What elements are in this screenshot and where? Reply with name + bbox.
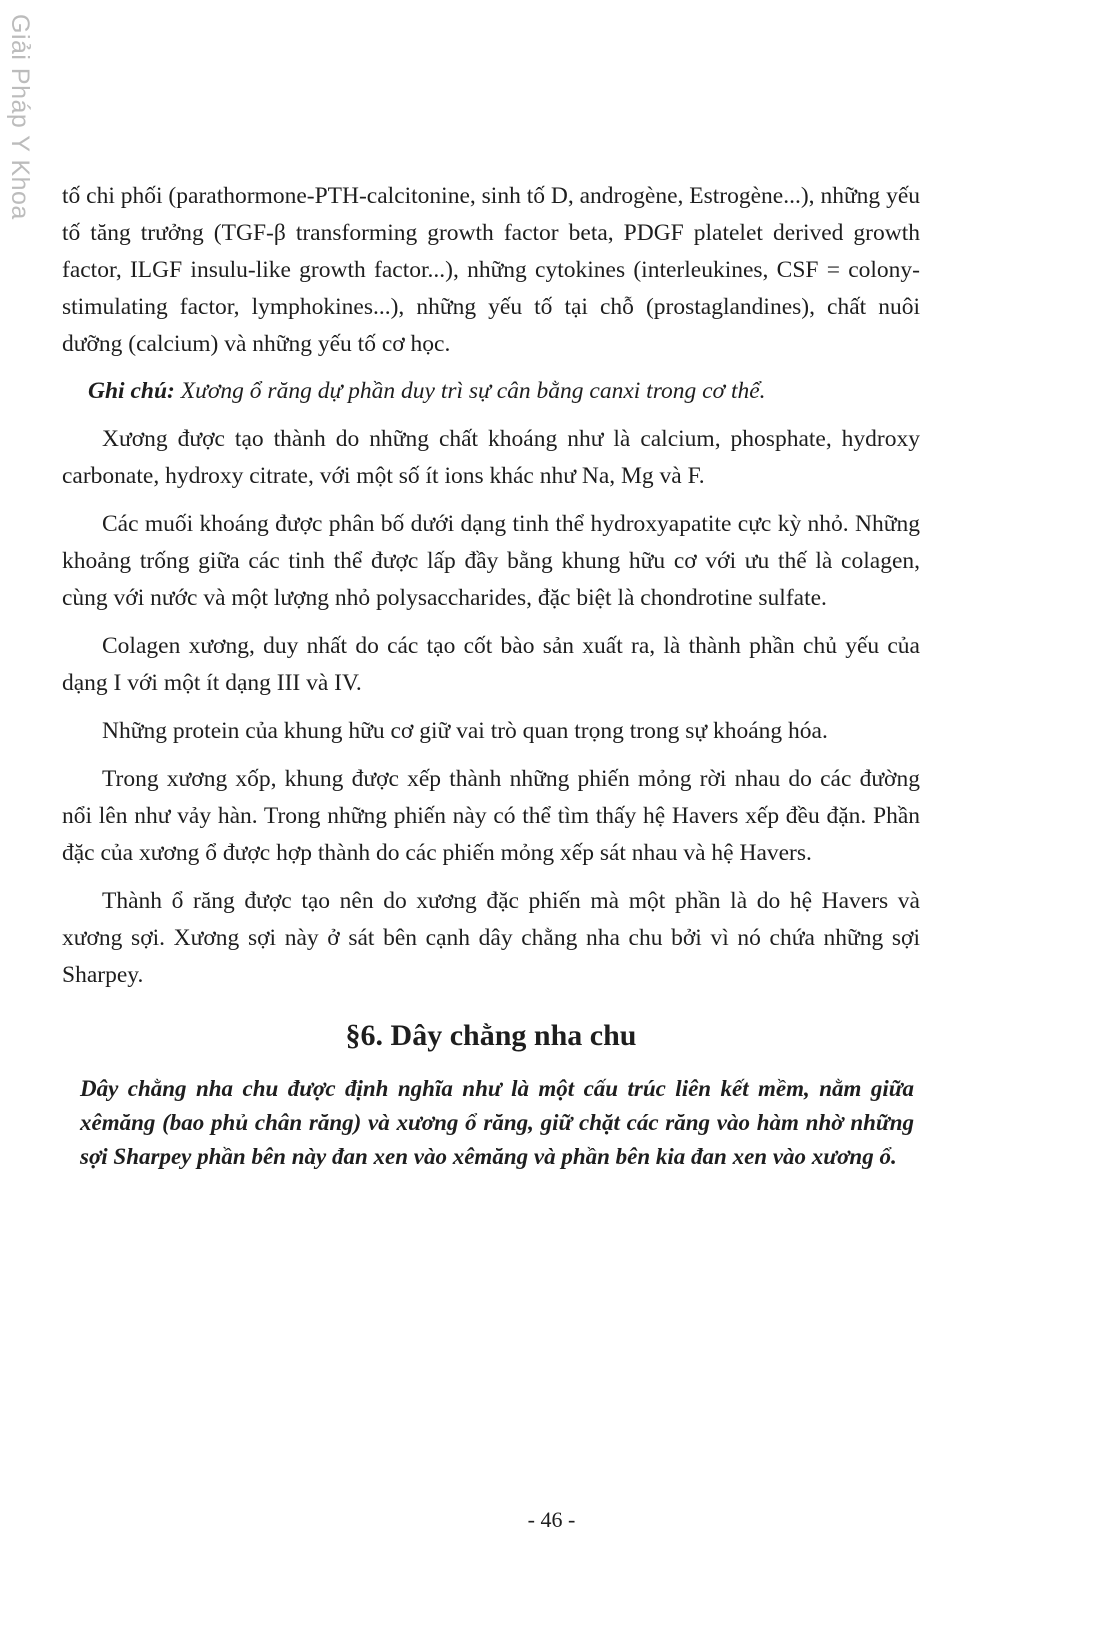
paragraph-6: Trong xương xốp, khung được xếp thành những phiến mỏng rời nhau do các đường nổi lên như vảy hàn. Trong những phiến này có thể tìm thấy hệ Havers xếp đều đặn. Phần đặc của xương ổ được hợp thành do các phiến mỏng xếp sát nhau và hệ Havers. bbox=[62, 766, 920, 866]
paragraph-3: Các muối khoáng được phân bố dưới dạng tinh thể hydroxyapatite cực kỳ nhỏ. Những khoảng trống giữa các tinh thể được lấp đầy bằng khung hữu cơ với ưu thế là colagen, cùng với nước và một lượng nhỏ polysaccharides, đặc biệt là chondrotine sulfate. bbox=[62, 511, 920, 611]
paragraph-1: tố chi phối (parathormone-PTH-calcitonine, sinh tố D, androgène, Estrogène...), những yếu tố tăng trưởng (TGF-β transforming growth factor beta, PDGF platelet derived growth factor, ILGF insulu-like growth factor...), những cytokines (interleukines, CSF = colony-stimulating factor, lymphokines...), những yếu tố tại chỗ (prostaglandines), chất nuôi dưỡng (calcium) và những yếu tố cơ học. bbox=[62, 183, 920, 357]
paragraph-7: Thành ổ răng được tạo nên do xương đặc phiến mà một phần là do hệ Havers và xương sợi. Xương sợi này ở sát bên cạnh dây chằng nha chu bởi vì nó chứa những sợi Sharpey. bbox=[62, 888, 920, 988]
note-lead: Ghi chú: bbox=[88, 378, 175, 404]
paragraph-5: Những protein của khung hữu cơ giữ vai trò quan trọng trong sự khoáng hóa. bbox=[102, 718, 828, 744]
page-number: - 46 - bbox=[527, 1507, 576, 1532]
watermark-text: Giải Pháp Y Khoa bbox=[6, 14, 34, 220]
section-definition: Dây chằng nha chu được định nghĩa như là một cấu trúc liên kết mềm, nằm giữa xêmăng (bao phủ chân răng) và xương ổ răng, giữ chặt các răng vào hàm nhờ những sợi Sharpey phần bên này đan xen vào xêmăng và phần bên kia đan xen vào xương ổ. bbox=[80, 1076, 914, 1169]
note bbox=[62, 373, 920, 410]
paragraph-2: Xương được tạo thành do những chất khoáng như là calcium, phosphate, hydroxy carbonate, hydroxy citrate, với một số ít ions khác như Na, Mg và F. bbox=[62, 426, 920, 489]
page-body bbox=[62, 178, 920, 1174]
note-text: Xương ổ răng dự phần duy trì sự cân bằng canxi trong cơ thể. bbox=[174, 378, 766, 404]
section-title: §6. Dây chằng nha chu bbox=[345, 1019, 637, 1052]
paragraph-4: Colagen xương, duy nhất do các tạo cốt bào sản xuất ra, là thành phần chủ yếu của dạng I với một ít dạng III và IV. bbox=[62, 633, 920, 696]
